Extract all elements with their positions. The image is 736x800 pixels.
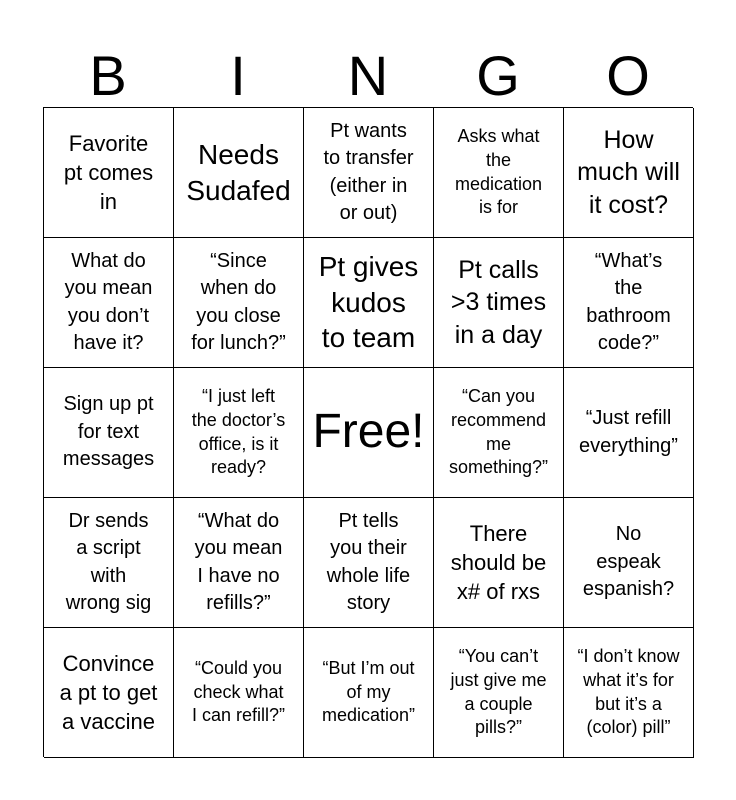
bingo-header — [43, 42, 693, 108]
cell-text: “But I’m out of my medication” — [321, 657, 416, 726]
cell-text: “What’s the bathroom code?” — [586, 249, 671, 354]
cell-text: Convince a pt to get a vaccine — [59, 650, 158, 735]
bingo-cell[interactable] — [564, 108, 694, 238]
bingo-cell[interactable] — [174, 368, 304, 498]
cell-text: Favorite pt comes in — [63, 130, 154, 215]
cell-text: “Since when do you close for lunch?” — [191, 249, 286, 354]
bingo-cell[interactable] — [434, 498, 564, 628]
cell-text: How much will it cost? — [577, 125, 680, 219]
bingo-cell[interactable] — [304, 628, 434, 758]
cell-text: “I just left the doctor’s office, is it ready? — [191, 385, 286, 478]
cell-text: What do you mean you don’t have it? — [64, 249, 153, 354]
bingo-cell[interactable] — [434, 108, 564, 238]
bingo-cell[interactable] — [304, 108, 434, 238]
bingo-cell[interactable] — [44, 238, 174, 368]
cell-text: Pt wants to transfer (either in or out) — [323, 119, 414, 224]
cell-text: Pt calls >3 times in a day — [450, 255, 547, 349]
cell-text: No espeak espanish? — [582, 523, 675, 601]
bingo-cell[interactable] — [434, 628, 564, 758]
bingo-cell[interactable] — [564, 238, 694, 368]
bingo-board — [43, 107, 693, 757]
header-letter-i: I — [230, 44, 246, 107]
bingo-cell[interactable] — [564, 628, 694, 758]
cell-text: There should be x# of rxs — [450, 520, 547, 605]
cell-text: “What do you mean I have no refills?” — [194, 509, 283, 614]
bingo-cell[interactable] — [44, 628, 174, 758]
cell-text: “Just refill everything” — [579, 407, 678, 457]
bingo-cell[interactable] — [174, 108, 304, 238]
bingo-cell[interactable] — [174, 498, 304, 628]
cell-text: Dr sends a script with wrong sig — [65, 509, 152, 614]
bingo-cell[interactable] — [304, 498, 434, 628]
bingo-cell[interactable] — [174, 628, 304, 758]
cell-text: Needs Sudafed — [186, 138, 291, 206]
bingo-cell[interactable] — [434, 368, 564, 498]
cell-text: “You can’t just give me a couple pills?” — [450, 645, 547, 738]
bingo-cell[interactable] — [44, 368, 174, 498]
header-letter-g: G — [476, 44, 520, 107]
bingo-cell[interactable] — [44, 108, 174, 238]
header-letter-n: N — [347, 44, 389, 107]
header-letter-b: B — [89, 44, 127, 107]
cell-text: Asks what the medication is for — [454, 125, 543, 218]
bingo-cell[interactable] — [304, 238, 434, 368]
bingo-cell[interactable] — [564, 368, 694, 498]
free-space-text: Free! — [312, 405, 425, 459]
cell-text: “I don’t know what it’s for but it’s a (color) pill” — [577, 645, 680, 738]
bingo-cell[interactable] — [434, 238, 564, 368]
cell-text: Pt gives kudos to team — [318, 251, 419, 354]
bingo-cell[interactable] — [44, 498, 174, 628]
bingo-cell[interactable] — [564, 498, 694, 628]
header-letter-o: O — [606, 44, 650, 107]
cell-text: “Could you check what I can refill?” — [191, 657, 286, 726]
cell-text: Sign up pt for text messages — [62, 393, 155, 471]
cell-text: “Can you recommend me something?” — [448, 385, 549, 478]
bingo-cell[interactable] — [174, 238, 304, 368]
cell-text: Pt tells you their whole life story — [326, 509, 411, 614]
free-space[interactable] — [304, 368, 434, 498]
